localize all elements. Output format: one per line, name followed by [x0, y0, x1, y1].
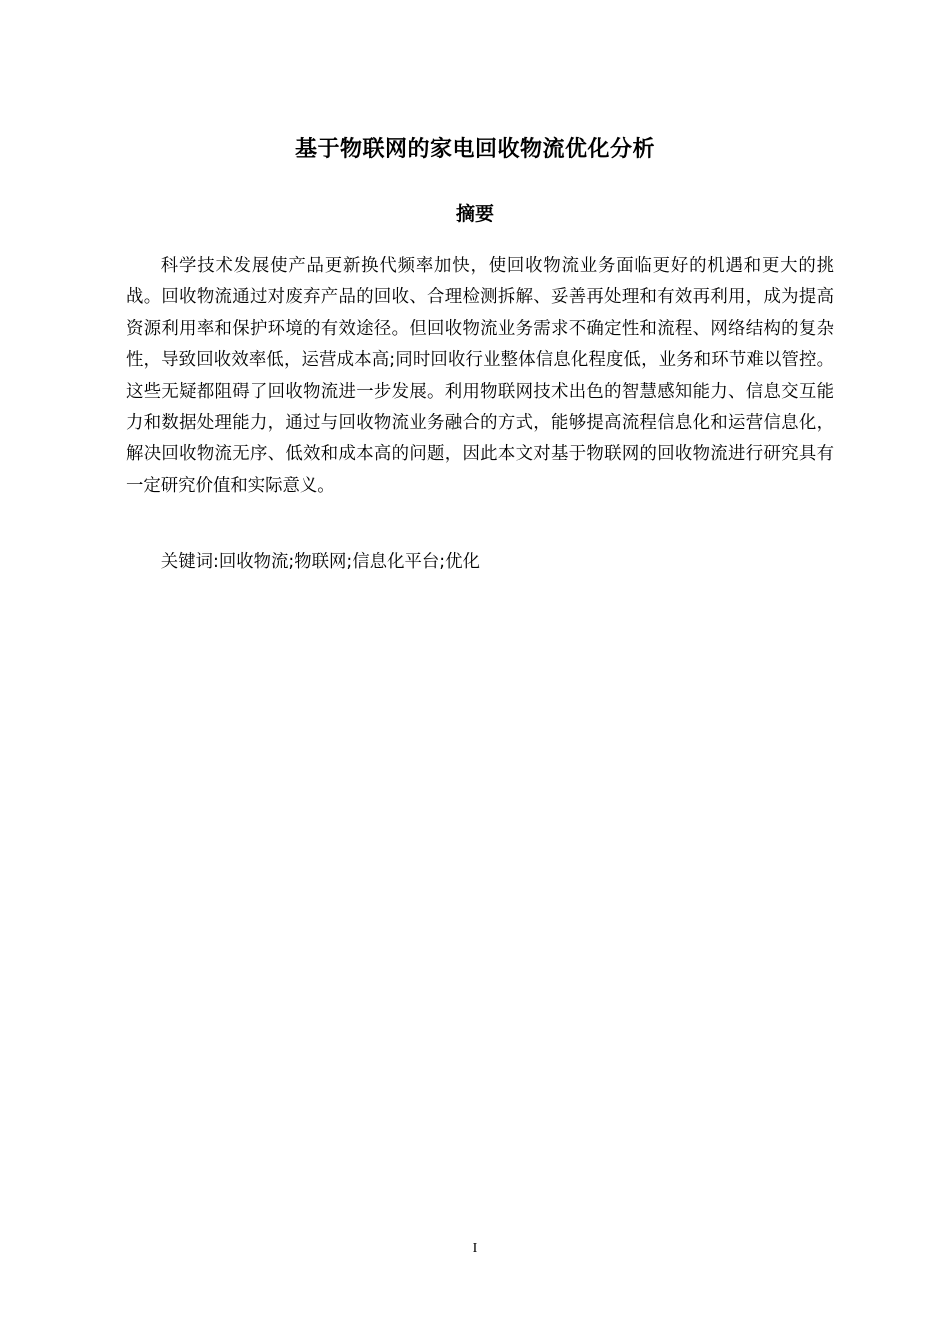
keywords-line: 关键词:回收物流;物联网;信息化平台;优化 — [160, 552, 480, 572]
abstract-body: 科学技术发展使产品更新换代频率加快，使回收物流业务面临更好的机遇和更大的挑战。回收物流通过对废弃产品的回收、合理检测拆解、妥善再处理和有效再利用，成为提高资源利用率和保护环境的有效途径。但回收物流业务需求不确定性和流程、网络结构的复杂性，导致回收效率低，运营成本高;同时回收行业整体信息化程度低，业务和环节难以管控。这些无疑都阻碍了回收物流进一步发展。利用物联网技术出色的智慧感知能力、信息交互能力和数据处理能力，通过与回收物流业务融合的方式，能够提高流程信息化和运营信息化，解决回收物流无序、低效和成本高的问题，因此本文对基于物联网的回收物流进行研究具有一定研究价值和实际意义。 — [126, 256, 834, 496]
abstract-heading: 摘要 — [455, 203, 494, 225]
page-number: I — [472, 1241, 478, 1256]
document-title: 基于物联网的家电回收物流优化分析 — [294, 137, 655, 162]
